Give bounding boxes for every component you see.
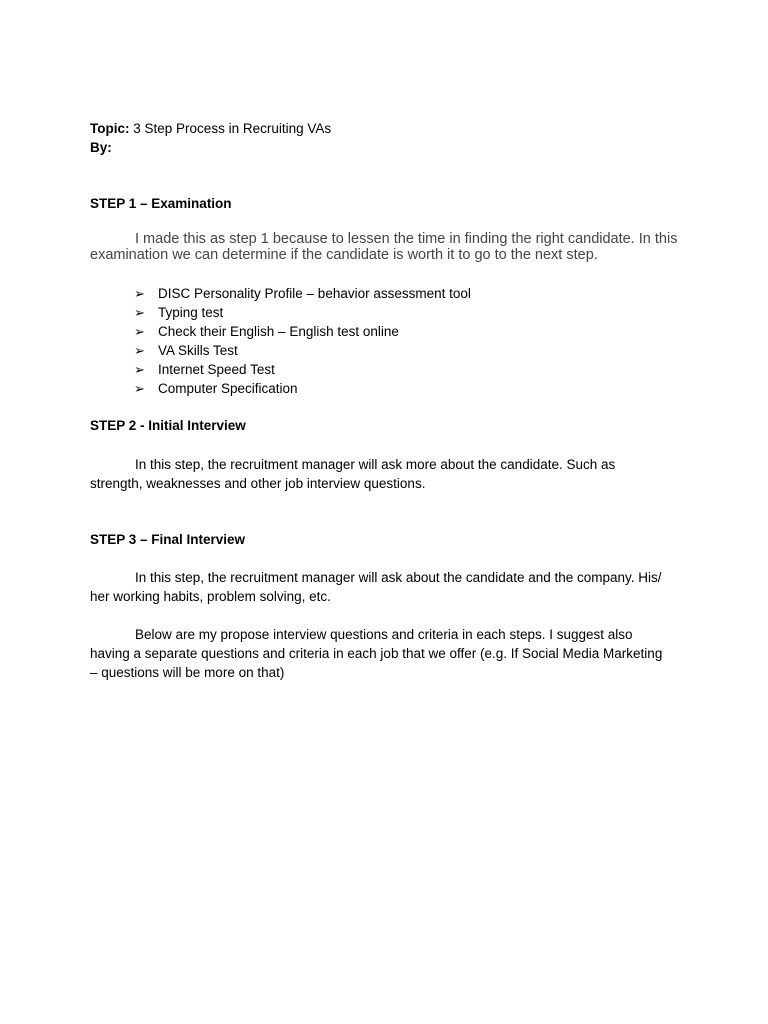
- list-item: ➢ Computer Specification: [134, 381, 298, 396]
- list-item: ➢ Typing test: [134, 305, 224, 320]
- step2-heading: STEP 2 - Initial Interview: [90, 418, 246, 433]
- arrow-bullet-icon: ➢: [134, 305, 145, 320]
- topic-value: 3 Step Process in Recruiting VAs: [133, 121, 332, 136]
- step1-paragraph: [90, 231, 690, 263]
- closing-paragraph-text: Below are my propose interview questions and criteria in each steps. I suggest also having a separate questions and criteria in each job that we offer (e.g. If Social Media Marketing – questions will be more on that): [90, 627, 663, 680]
- document-header: [90, 119, 331, 157]
- step3-paragraph-text: In this step, the recruitment manager will ask about the candidate and the company. His/ her working habits, problem solving, etc.: [90, 570, 662, 604]
- closing-paragraph: [90, 625, 670, 682]
- topic-line: [90, 119, 331, 138]
- step1-heading: STEP 1 – Examination: [90, 196, 232, 211]
- step2-paragraph-text: In this step, the recruitment manager will ask more about the candidate. Such as strength, weaknesses and other job interview questions.: [90, 457, 616, 491]
- list-item: ➢ DISC Personality Profile – behavior assessment tool: [134, 286, 471, 301]
- arrow-bullet-icon: ➢: [134, 324, 145, 339]
- arrow-bullet-icon: ➢: [134, 362, 145, 377]
- topic-label: Topic:: [90, 121, 130, 136]
- arrow-bullet-icon: ➢: [134, 381, 145, 396]
- step1-bullet-list: [134, 284, 471, 398]
- step3-heading: STEP 3 – Final Interview: [90, 532, 246, 547]
- list-item: ➢ VA Skills Test: [134, 343, 238, 358]
- list-item: ➢ Check their English – English test online: [134, 324, 399, 339]
- by-label: By:: [90, 140, 112, 155]
- arrow-bullet-icon: ➢: [134, 343, 145, 358]
- arrow-bullet-icon: ➢: [134, 286, 145, 301]
- list-item: ➢ Internet Speed Test: [134, 362, 275, 377]
- step3-paragraph: [90, 568, 670, 606]
- step2-paragraph: [90, 455, 650, 493]
- step1-paragraph-text: I made this as step 1 because to lessen the time in finding the right candidate. In this examination we can determine if the candidate is worth it to go to the next step.: [90, 231, 678, 263]
